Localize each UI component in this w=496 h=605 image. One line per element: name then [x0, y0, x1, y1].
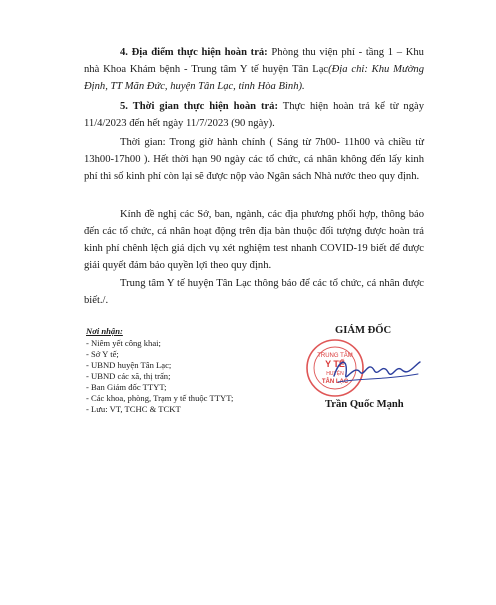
item-5-text: Thực hiện hoàn trả kể từ ngày 11/4/2023 đến hết ngày 11/7/2023 (90 ngày). [84, 101, 424, 129]
recipient-item: - Các khoa, phòng, Trạm y tế thuộc TTYT; [86, 393, 234, 403]
recipients-list [86, 338, 286, 415]
signer-name: Trần Quốc Mạnh [325, 399, 404, 410]
request-paragraph: Kính đề nghị các Sở, ban, ngành, các địa phương phối hợp, thông báo đến các tổ chức, cá nhân hoạt động trên địa bàn thuộc đối tượng được hoàn trả kinh phí chênh lệch giá dịch vụ xét nghiệm test nhanh COVID-19 biết để được giải quyết đảm bảo quyền lợi theo quy định. [84, 209, 424, 271]
recipient-item: - UBND huyện Tân Lạc; [86, 360, 172, 370]
recipient-item: - UBND các xã, thị trấn; [86, 371, 171, 381]
recipient-item: - Sở Y tế; [86, 349, 119, 359]
closing-paragraph: Trung tâm Y tế huyện Tân Lạc thông báo để các tổ chức, cá nhân được biết./. [84, 278, 424, 306]
item-4-paragraph [84, 44, 424, 95]
signer-title: GIÁM ĐỐC [335, 325, 392, 336]
item-5-paragraph [84, 98, 424, 132]
recipient-item: - Niêm yết công khai; [86, 338, 161, 348]
stamp-line: TÂN LẠC [321, 379, 349, 385]
item-4-label: 4. Địa điểm thực hiện hoàn trả: [120, 47, 268, 58]
item-4-address: (Địa chỉ: Khu Mường Định, TT Mãn Đức, huyện Tân Lạc, tỉnh Hòa Bình). [84, 64, 425, 92]
recipients-title: Nơi nhận: [86, 326, 123, 336]
item-5-label: 5. Thời gian thực hiện hoàn trả: [120, 101, 279, 112]
handwritten-signature [330, 350, 425, 390]
stamp-line: HUYỆN [326, 371, 344, 377]
item-4-text: Phòng thu viện phí - tầng 1 – Khu nhà Khoa Khám bệnh - Trung tâm Y tế huyện Tân Lạc [84, 47, 424, 75]
stamp-line: Y TẾ [325, 359, 345, 369]
recipient-item: - Ban Giám đốc TTYT; [86, 382, 167, 392]
time-paragraph: Thời gian: Trong giờ hành chính ( Sáng từ 7h00- 11h00 và chiều từ 13h00-17h00 ). Hết thời hạn 90 ngày các tổ chức, cá nhân không đến lấy kinh phí thì số kinh phí còn lại sẽ được nộp vào Ngân sách Nhà nước theo quy định. [84, 137, 424, 182]
recipient-item: - Lưu: VT, TCHC & TCKT [86, 404, 181, 414]
stamp-line: TRUNG TÂM [317, 353, 353, 359]
recipients-block [86, 326, 286, 415]
